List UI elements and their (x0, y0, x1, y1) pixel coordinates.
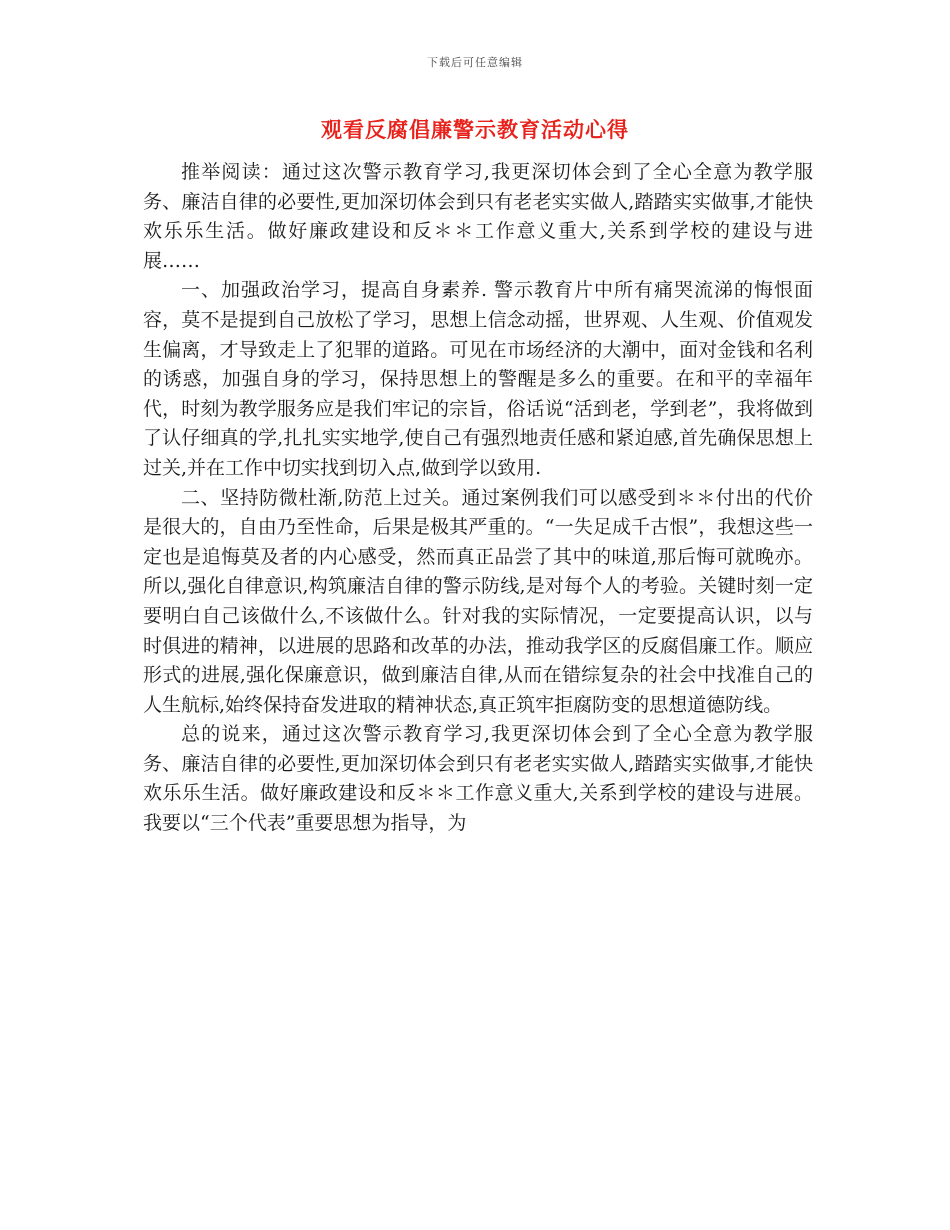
document-body (143, 158, 813, 839)
paragraph-intro: 推举阅读：通过这次警示教育学习,我更深切体会到了全心全意为教学服务、廉洁自律的必要性,更加深切体会到只有老老实实做人,踏踏实实做事,才能快欢乐乐生活。做好廉政建设和反＊＊工作意义重大,关系到学校的建设与进展…… (143, 161, 813, 272)
paragraph-section-1: 一、加强政治学习，提高自身素养. 警示教育片中所有痛哭流涕的悔恨面容，莫不是提到自己放松了学习，思想上信念动摇，世界观、人生观、价值观发生偏离，才导致走上了犯罪的道路。可见在市场经济的大潮中，面对金钱和名利的诱惑，加强自身的学习，保持思想上的警醒是多么的重要。在和平的幸福年代，时刻为教学服务应是我们牢记的宗旨，俗话说“活到老，学到老”，我将做到了认仔细真的学,扎扎实实地学,使自己有强烈地责任感和紧迫感,首先确保思想上过关,并在工作中切实找到切入点,做到学以致用. (143, 279, 813, 479)
paragraph-section-2: 二、坚持防微杜渐,防范上过关。通过案例我们可以感受到＊＊付出的代价是很大的，自由乃至性命，后果是极其严重的。“一失足成千古恨”，我想这些一定也是追悔莫及者的内心感受，然而真正品尝了其中的味道,那后悔可就晚亦。所以,强化自律意识,构筑廉洁自律的警示防线,是对每个人的考验。关键时刻一定要明白自己该做什么,不该做什么。针对我的实际情况，一定要提高认识，以与时俱进的精神，以进展的思路和改革的办法，推动我学区的反腐倡廉工作。顺应形式的进展,强化保廉意识，做到廉洁自律,从而在错综复杂的社会中找准自己的人生航标,始终保持奋发进取的精神状态,真正筑牢拒腐防变的思想道德防线。 (143, 486, 813, 716)
document-title: 观看反腐倡廉警示教育活动心得 (321, 118, 629, 142)
paragraph-summary: 总的说来，通过这次警示教育学习,我更深切体会到了全心全意为教学服务、廉洁自律的必要性,更加深切体会到只有老老实实做人,踏踏实实做事,才能快欢乐乐生活。做好廉政建设和反＊＊工作意义重大,关系到学校的建设与进展。我要以“三个代表”重要思想为指导，为 (143, 723, 813, 835)
header-note: 下载后可任意编辑 (427, 56, 523, 69)
